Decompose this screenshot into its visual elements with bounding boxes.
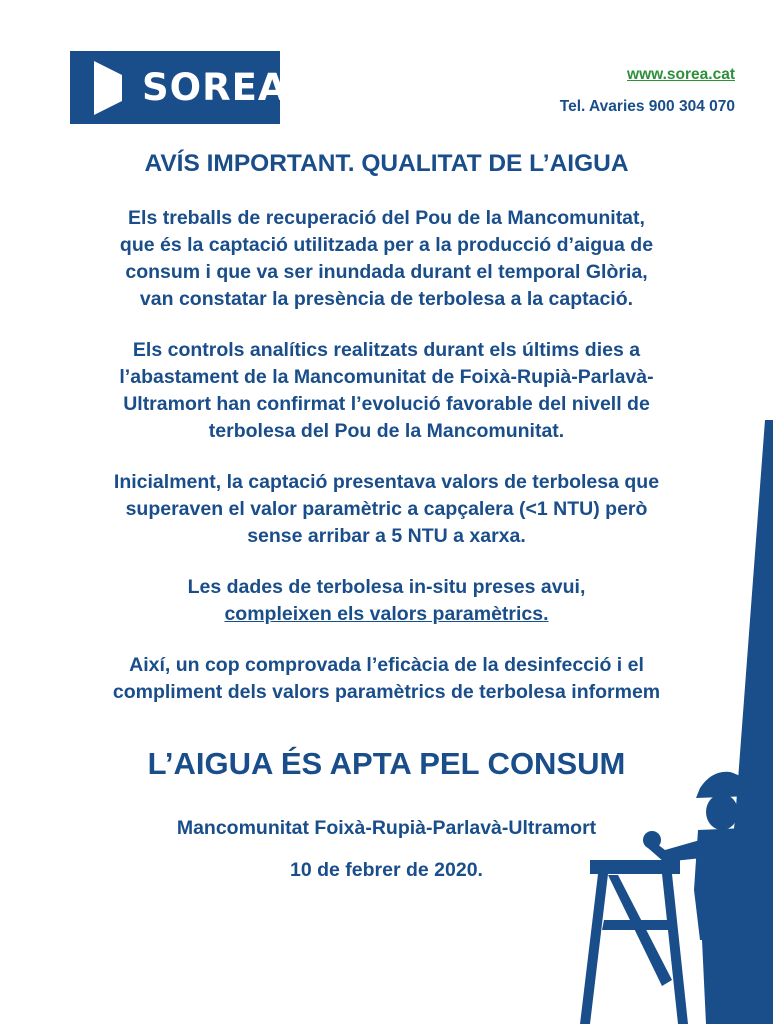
text-line: Ultramort han confirmat l’evolució favorable del nivell de bbox=[123, 393, 650, 415]
sorea-logo bbox=[70, 51, 288, 124]
sorea-logo-mark-icon bbox=[92, 61, 126, 115]
text-line: superaven el valor paramètric a capçalera (<1 NTU) però bbox=[125, 498, 648, 520]
compliance-statement: compleixen els valors paramètrics. bbox=[224, 603, 549, 625]
text-line: Els treballs de recuperació del Pou de la Mancomunitat, bbox=[128, 207, 645, 229]
notice-title: AVÍS IMPORTANT. QUALITAT DE L’AIGUA bbox=[144, 150, 629, 177]
headline: L’AIGUA ÉS APTA PEL CONSUM bbox=[147, 746, 626, 781]
text-line: que és la captació utilitzada per a la producció d’aigua de bbox=[119, 234, 654, 256]
text-line: l’abastament de la Mancomunitat de Foixà-Rupià-Parlavà- bbox=[119, 366, 654, 388]
text-line: consum i que va ser inundada durant el temporal Glòria, bbox=[125, 261, 648, 283]
text-line: sense arribar a 5 NTU a xarxa. bbox=[247, 525, 526, 547]
text-line: Així, un cop comprovada l’eficàcia de la desinfecció i el bbox=[129, 654, 644, 676]
text-line: compliment dels valors paramètrics de terbolesa informem bbox=[112, 681, 661, 703]
text-line: Inicialment, la captació presentava valors de terbolesa que bbox=[113, 471, 660, 493]
text-line: terbolesa del Pou de la Mancomunitat. bbox=[208, 420, 565, 442]
text-line: Les dades de terbolesa in-situ preses avui, bbox=[187, 576, 586, 598]
paragraph-1 bbox=[0, 205, 773, 313]
text-line: van constatar la presència de terbolesa a la captació. bbox=[139, 288, 634, 310]
worker-illustration-icon bbox=[560, 420, 773, 1024]
phone-number: Tel. Avaries 900 304 070 bbox=[559, 98, 735, 115]
website-link[interactable]: www.sorea.cat bbox=[627, 66, 735, 83]
text-line: Els controls analítics realitzats durant els últims dies a bbox=[132, 339, 641, 361]
date: 10 de febrer de 2020. bbox=[290, 859, 483, 881]
logo-text: SOREA bbox=[142, 66, 288, 109]
signature: Mancomunitat Foixà-Rupià-Parlavà-Ultramort bbox=[176, 817, 597, 839]
